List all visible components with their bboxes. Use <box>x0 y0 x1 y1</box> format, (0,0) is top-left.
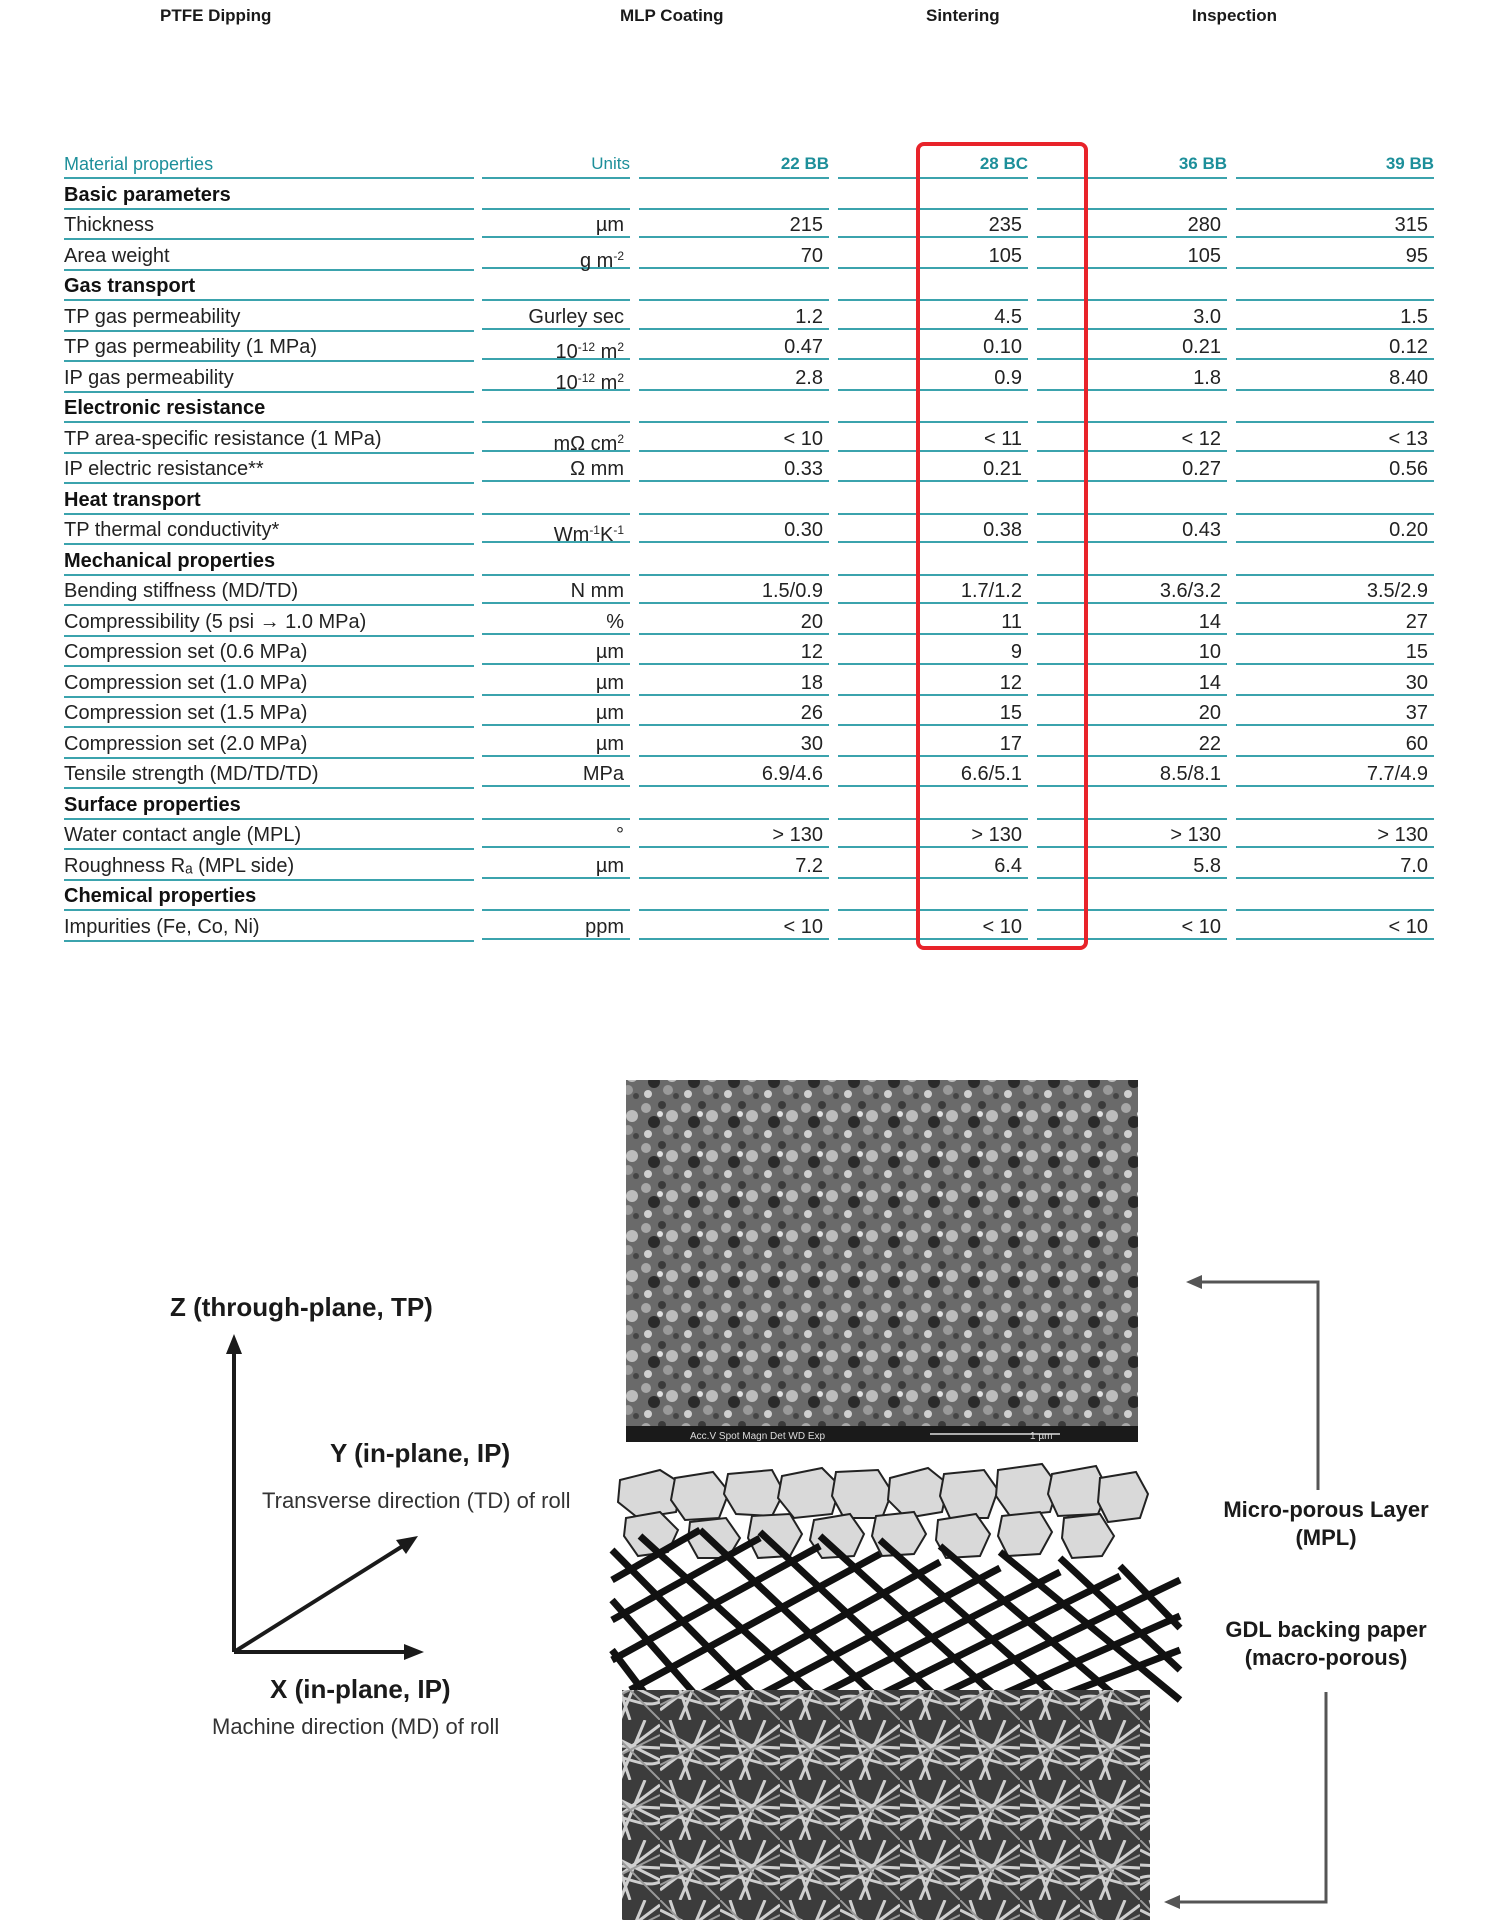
value-cell: 14 <box>1037 667 1227 696</box>
unit-prefix: Wm <box>553 524 590 546</box>
unit-prefix: 10 <box>555 341 578 363</box>
unit-text: K <box>599 524 614 546</box>
mpl-label-line1: Micro-porous Layer <box>1223 1497 1429 1522</box>
empty-cell <box>482 270 630 301</box>
value-cell: < 13 <box>1236 423 1434 452</box>
value-cell: 1.8 <box>1037 362 1227 391</box>
empty-cell <box>1236 392 1434 423</box>
unit-cell <box>482 301 630 330</box>
empty-cell <box>482 392 630 423</box>
table-row <box>64 697 1434 728</box>
unit-text: % <box>606 610 624 633</box>
section-row <box>64 789 1434 820</box>
z-axis-title: Z (through-plane, TP) <box>170 1292 433 1322</box>
value-cell: 27 <box>1236 606 1434 635</box>
value-cell: 10 <box>1037 636 1227 665</box>
unit-cell <box>482 453 630 482</box>
value-cell: 1.7/1.2 <box>838 575 1028 604</box>
value-cell: 8.5/8.1 <box>1037 758 1227 787</box>
value-cell: > 130 <box>1236 819 1434 848</box>
empty-cell <box>639 270 829 301</box>
header-cell: 28 BC <box>838 148 1028 179</box>
property-label: Thickness <box>64 209 474 240</box>
value-cell: 15 <box>838 697 1028 726</box>
table-row <box>64 453 1434 484</box>
value-cell: 0.9 <box>838 362 1028 391</box>
empty-cell <box>482 484 630 515</box>
mpl-label-line2: (MPL) <box>1295 1525 1357 1550</box>
value-cell: 2.8 <box>639 362 829 391</box>
unit-text: m <box>595 371 618 394</box>
value-cell: 60 <box>1236 728 1434 757</box>
value-cell: 22 <box>1037 728 1227 757</box>
section-row <box>64 880 1434 911</box>
section-label: Mechanical properties <box>64 545 474 576</box>
x-axis-arrowhead <box>404 1644 424 1660</box>
x-axis-subtitle: Machine direction (MD) of roll <box>212 1714 500 1739</box>
value-cell: 11 <box>838 606 1028 635</box>
section-label: Basic parameters <box>64 179 474 210</box>
empty-cell <box>482 545 630 576</box>
unit-cell <box>482 819 630 848</box>
value-cell: 7.7/4.9 <box>1236 758 1434 787</box>
table-row <box>64 240 1434 271</box>
sem-scale-bar-label: 1 µm <box>1030 1431 1053 1442</box>
unit-cell <box>482 606 630 635</box>
empty-cell <box>1236 789 1434 820</box>
value-cell: 215 <box>639 209 829 238</box>
unit-exponent: 2 <box>617 340 624 354</box>
unit-text: µm <box>595 214 624 236</box>
header-cell: 39 BB <box>1236 148 1434 179</box>
section-row <box>64 484 1434 515</box>
empty-cell <box>639 545 829 576</box>
property-label: TP area-specific resistance (1 MPa) <box>64 423 474 454</box>
table-row <box>64 911 1434 942</box>
value-cell: 0.27 <box>1037 453 1227 482</box>
unit-cell <box>482 697 630 726</box>
table-row <box>64 423 1434 454</box>
empty-cell <box>1236 179 1434 210</box>
empty-cell <box>639 179 829 210</box>
unit-exponent: 2 <box>617 370 624 385</box>
unit-cell <box>482 758 630 787</box>
figure-graphics <box>0 1060 1500 1920</box>
empty-cell <box>482 880 630 911</box>
value-cell: 9 <box>838 636 1028 665</box>
x-axis-title: X (in-plane, IP) <box>270 1674 451 1704</box>
process-step-inspection: Inspection <box>1192 6 1278 25</box>
unit-text: N mm <box>570 580 624 602</box>
unit-text: MPa <box>582 763 624 785</box>
empty-cell <box>482 789 630 820</box>
highlight-box-28-bc <box>916 142 1088 950</box>
y-axis-line <box>234 1544 406 1652</box>
value-cell: 95 <box>1236 240 1434 269</box>
unit-prefix-exponent: -1 <box>589 523 600 537</box>
unit-cell <box>482 362 630 394</box>
empty-cell <box>639 484 829 515</box>
value-cell: 6.9/4.6 <box>639 758 829 787</box>
unit-prefix-exponent: -12 <box>577 340 596 354</box>
value-cell: 18 <box>639 667 829 696</box>
value-cell: 0.21 <box>1037 331 1227 360</box>
value-cell: 0.30 <box>639 514 829 543</box>
table-header-row <box>64 148 1434 179</box>
unit-text: g m <box>579 249 614 272</box>
gdl-connector-arrow <box>1164 1692 1326 1909</box>
unit-cell <box>482 423 630 455</box>
value-cell: 26 <box>639 697 829 726</box>
value-cell: 315 <box>1236 209 1434 238</box>
property-label: TP gas permeability (1 MPa) <box>64 331 474 362</box>
property-label: Tensile strength (MD/TD/TD) <box>64 758 474 789</box>
unit-text: ppm <box>585 915 624 938</box>
value-cell: 0.21 <box>838 453 1028 482</box>
property-label: Compression set (1.5 MPa) <box>64 697 474 728</box>
section-row <box>64 545 1434 576</box>
value-cell: > 130 <box>838 819 1028 848</box>
value-cell: 17 <box>838 728 1028 757</box>
unit-cell <box>482 240 630 272</box>
mpl-connector-arrow <box>1186 1275 1318 1490</box>
value-cell: 12 <box>639 636 829 665</box>
value-cell: 3.0 <box>1037 301 1227 330</box>
empty-cell <box>1236 545 1434 576</box>
value-cell: 0.20 <box>1236 514 1434 543</box>
property-label: Area weight <box>64 240 474 271</box>
value-cell: 20 <box>639 606 829 635</box>
property-label: Compression set (1.0 MPa) <box>64 667 474 698</box>
empty-cell <box>639 789 829 820</box>
value-cell: 4.5 <box>838 301 1028 330</box>
process-step-ptfe-dipping: PTFE Dipping <box>160 6 272 25</box>
empty-cell <box>1236 484 1434 515</box>
unit-text: µm <box>595 702 624 724</box>
unit-cell <box>482 728 630 757</box>
value-cell: < 11 <box>838 423 1028 452</box>
value-cell: 30 <box>639 728 829 757</box>
table-row <box>64 819 1434 850</box>
table-row <box>64 575 1434 606</box>
property-label: Impurities (Fe, Co, Ni) <box>64 911 474 942</box>
value-cell: 3.6/3.2 <box>1037 575 1227 604</box>
sem-image-gdl <box>622 1690 1150 1920</box>
value-cell: 37 <box>1236 697 1434 726</box>
table-row <box>64 758 1434 789</box>
empty-cell <box>1236 270 1434 301</box>
empty-cell <box>482 179 630 210</box>
table-row <box>64 606 1434 637</box>
value-cell: 20 <box>1037 697 1227 726</box>
mpl-label <box>1206 1496 1446 1552</box>
gdl-label-line1: GDL backing paper <box>1225 1617 1427 1642</box>
value-cell: 8.40 <box>1236 362 1434 391</box>
value-cell: 15 <box>1236 636 1434 665</box>
header-cell: 22 BB <box>639 148 829 179</box>
property-label: Compressibility (5 psi → 1.0 MPa) <box>64 606 474 637</box>
value-cell: 7.2 <box>639 850 829 879</box>
unit-cell <box>482 667 630 696</box>
unit-text: Gurley sec <box>528 305 624 328</box>
value-cell: 7.0 <box>1236 850 1434 879</box>
value-cell: 1.5 <box>1236 301 1434 330</box>
property-label: Compression set (2.0 MPa) <box>64 728 474 759</box>
z-axis-arrowhead <box>226 1334 242 1354</box>
value-cell: 6.6/5.1 <box>838 758 1028 787</box>
unit-exponent: -1 <box>613 523 624 537</box>
table-row <box>64 514 1434 545</box>
table-row <box>64 331 1434 362</box>
gdl-label-line2: (macro-porous) <box>1244 1645 1408 1670</box>
unit-cell <box>482 514 630 546</box>
property-label: IP electric resistance** <box>64 453 474 484</box>
property-label: Roughness Rₐ (MPL side) <box>64 850 474 881</box>
value-cell: 6.4 <box>838 850 1028 879</box>
value-cell: 0.47 <box>639 331 829 360</box>
value-cell: 235 <box>838 209 1028 238</box>
value-cell: 1.5/0.9 <box>639 575 829 604</box>
value-cell: < 10 <box>639 911 829 940</box>
table-row <box>64 850 1434 881</box>
unit-cell <box>482 575 630 604</box>
unit-text: µm <box>595 671 624 694</box>
unit-cell <box>482 911 630 940</box>
property-label: Compression set (0.6 MPa) <box>64 636 474 667</box>
value-cell: 0.33 <box>639 453 829 482</box>
empty-cell <box>639 392 829 423</box>
value-cell: 0.43 <box>1037 514 1227 543</box>
property-label: Water contact angle (MPL) <box>64 819 474 850</box>
sem-image-mpl <box>626 1080 1138 1442</box>
value-cell: > 130 <box>1037 819 1227 848</box>
unit-cell <box>482 331 630 363</box>
unit-text: Ω mm <box>570 458 624 480</box>
value-cell: < 10 <box>838 911 1028 940</box>
unit-text: µm <box>595 641 624 663</box>
sem-scale-text: Acc.V Spot Magn Det WD Exp <box>690 1431 826 1442</box>
table-row <box>64 728 1434 759</box>
table-row <box>64 636 1434 667</box>
unit-text: mΩ cm <box>553 432 618 455</box>
gdl-structure-figure <box>0 1060 1500 1920</box>
y-axis-arrowhead <box>396 1536 418 1554</box>
property-label: Bending stiffness (MD/TD) <box>64 575 474 606</box>
value-cell: 3.5/2.9 <box>1236 575 1434 604</box>
value-cell: 30 <box>1236 667 1434 696</box>
process-step-mlp-coating: MLP Coating <box>620 6 724 25</box>
y-axis-title: Y (in-plane, IP) <box>330 1438 511 1468</box>
table-row <box>64 667 1434 698</box>
section-row <box>64 179 1434 210</box>
empty-cell <box>639 880 829 911</box>
unit-cell <box>482 850 630 879</box>
value-cell: < 10 <box>639 423 829 452</box>
value-cell: > 130 <box>639 819 829 848</box>
unit-text: m <box>595 341 618 363</box>
material-properties-table <box>64 148 1434 941</box>
section-row <box>64 270 1434 301</box>
value-cell: 14 <box>1037 606 1227 635</box>
unit-exponent: 2 <box>617 431 624 446</box>
header-cell: Material properties <box>64 148 474 179</box>
value-cell: < 10 <box>1236 911 1434 940</box>
header-cell: Units <box>482 148 630 179</box>
section-label: Gas transport <box>64 270 474 301</box>
value-cell: 105 <box>838 240 1028 269</box>
value-cell: 5.8 <box>1037 850 1227 879</box>
property-label: IP gas permeability <box>64 362 474 393</box>
table-row <box>64 301 1434 332</box>
section-row <box>64 392 1434 423</box>
value-cell: < 10 <box>1037 911 1227 940</box>
value-cell: 0.10 <box>838 331 1028 360</box>
value-cell: 0.56 <box>1236 453 1434 482</box>
section-label: Surface properties <box>64 789 474 820</box>
process-steps-header <box>0 0 1500 40</box>
unit-prefix-exponent: -12 <box>577 370 596 385</box>
unit-prefix: 10 <box>555 371 578 394</box>
value-cell: < 12 <box>1037 423 1227 452</box>
process-step-sintering: Sintering <box>926 6 1000 25</box>
section-label: Electronic resistance <box>64 392 474 423</box>
gdl-label <box>1206 1616 1446 1672</box>
property-label: TP thermal conductivity* <box>64 514 474 545</box>
unit-cell <box>482 636 630 665</box>
table-row <box>64 209 1434 240</box>
value-cell: 280 <box>1037 209 1227 238</box>
section-label: Heat transport <box>64 484 474 515</box>
unit-text: µm <box>595 854 624 877</box>
value-cell: 0.38 <box>838 514 1028 543</box>
unit-cell <box>482 209 630 238</box>
unit-text: µm <box>595 732 624 755</box>
value-cell: 70 <box>639 240 829 269</box>
value-cell: 1.2 <box>639 301 829 330</box>
y-axis-subtitle: Transverse direction (TD) of roll <box>262 1488 571 1513</box>
unit-text: ° <box>616 824 624 846</box>
empty-cell <box>1236 880 1434 911</box>
table-row <box>64 362 1434 393</box>
section-label: Chemical properties <box>64 880 474 911</box>
value-cell: 12 <box>838 667 1028 696</box>
property-label: TP gas permeability <box>64 301 474 332</box>
value-cell: 105 <box>1037 240 1227 269</box>
unit-exponent: -2 <box>613 248 624 263</box>
value-cell: 0.12 <box>1236 331 1434 360</box>
header-cell: 36 BB <box>1037 148 1227 179</box>
